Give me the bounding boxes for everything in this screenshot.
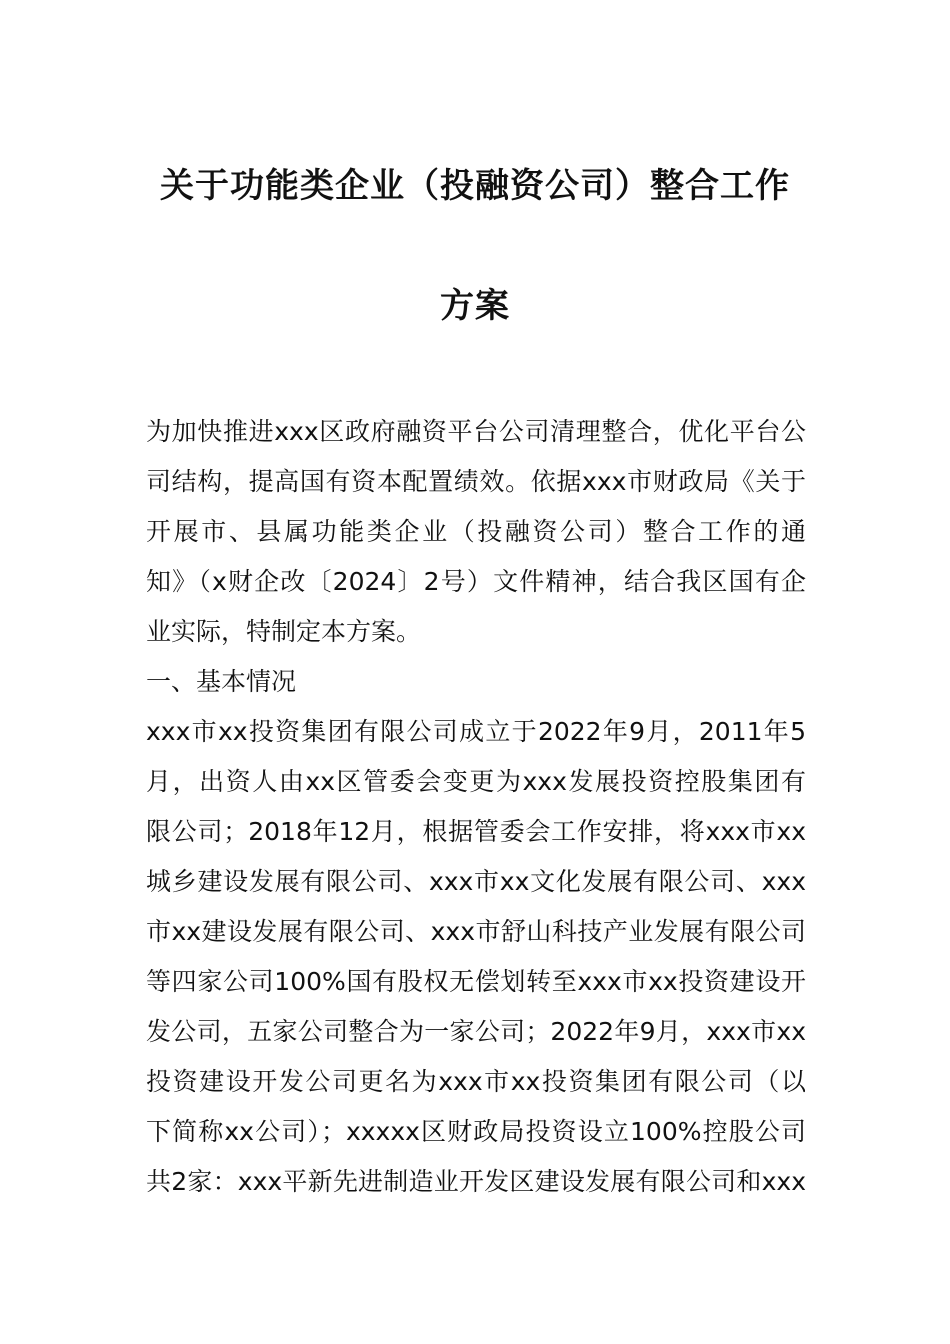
body-line: 业实际，特制定本方案。 (146, 617, 422, 646)
document-title-line-2: 方案 (440, 286, 510, 326)
document-body (146, 407, 806, 1207)
body-line: 市xx建设发展有限公司、xxx市舒山科技产业发展有限公司 (146, 917, 806, 946)
section-heading: 一、基本情况 (146, 667, 297, 696)
body-line: 共2家：xxx平新先进制造业开发区建设发展有限公司和xxx (146, 1167, 806, 1196)
body-line: 投资建设开发公司更名为xxx市xx投资集团有限公司（以 (146, 1067, 806, 1096)
body-line: 月，出资人由xx区管委会变更为xxx发展投资控股集团有 (146, 767, 806, 796)
body-line: 为加快推进xxx区政府融资平台公司清理整合，优化平台公 (146, 417, 806, 446)
body-line: 限公司；2018年12月，根据管委会工作安排，将xxx市xx (146, 817, 806, 846)
body-line: 等四家公司100%国有股权无偿划转至xxx市xx投资建设开 (146, 967, 806, 996)
body-line: 开展市、县属功能类企业（投融资公司）整合工作的通 (146, 517, 806, 546)
document-title-line-1: 关于功能类企业（投融资公司）整合工作 (160, 166, 790, 206)
body-line: 城乡建设发展有限公司、xxx市xx文化发展有限公司、xxx (146, 867, 806, 896)
body-line: 司结构，提高国有资本配置绩效。依据xxx市财政局《关于 (146, 467, 806, 496)
body-line: 发公司，五家公司整合为一家公司；2022年9月，xxx市xx (146, 1017, 806, 1046)
body-line: 知》（x财企改〔2024〕2号）文件精神，结合我区国有企 (146, 567, 806, 596)
body-line: xxx市xx投资集团有限公司成立于2022年9月，2011年5 (146, 717, 806, 746)
body-line: 下简称xx公司）；xxxxx区财政局投资设立100%控股公司 (146, 1117, 806, 1146)
